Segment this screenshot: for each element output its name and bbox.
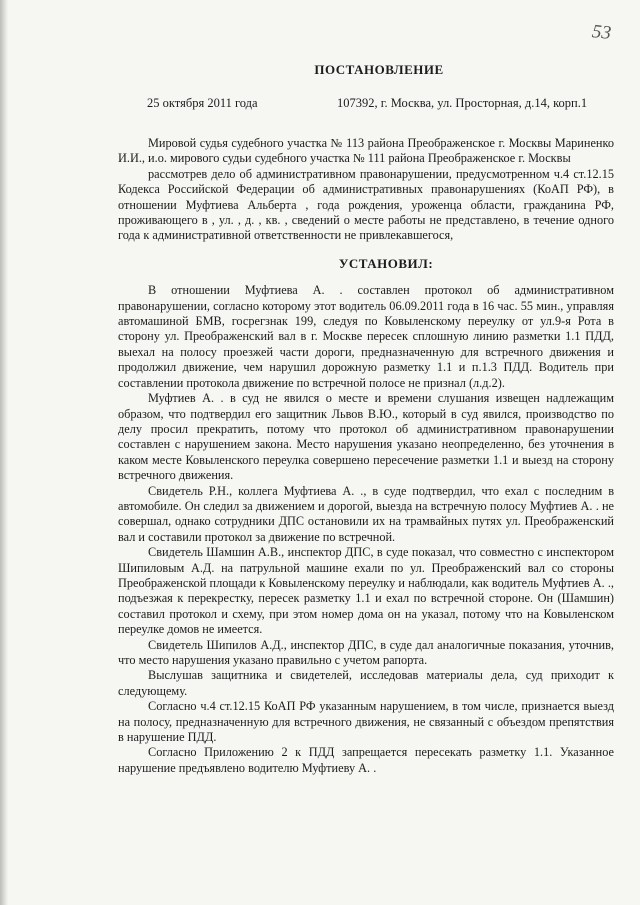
body-paragraph: Муфтиев А. . в суд не явился о месте и времени слушания извещен надлежащим образом, что подтвердил его защитник Львов В.Ю., который в суд явился, производство по делу просил прекратить, потому что протокол об административном правонарушении составлен с нарушением закона. Место нарушения указано неопределенно, без уточнения в каком месте Ковыленского переулка совершено пересечение разметки 1.1 и выезд на сторону встречного движения. xyxy=(118,391,614,483)
document-address: 107392, г. Москва, ул. Просторная, д.14, корп.1 xyxy=(337,96,588,110)
body-paragraph: Свидетель Шипилов А.Д., инспектор ДПС, в суде дал аналогичные показания, уточнив, что место нарушения указано правильно с учетом рапорта. xyxy=(118,637,614,667)
document-body xyxy=(118,136,614,776)
body-paragraph: Свидетель Шамшин А.В., инспектор ДПС, в суде показал, что совместно с инспектором Шипиловым А.Д. на патрульной машине ехали по ул. Преображенский вал со стороны Преображенской площади к Ковыленскому переулку и наблюдали, как водитель Муфтиев А. ., подъезжая к перекрестку, пересек разметку 1.1 и ехал по встречной стороне. Он (Шамшин) составил протокол и схему, при этом номер дома он на указал, потому что на Ковыленском переулке домов не имеется. xyxy=(118,545,614,637)
document-date: 25 октября 2011 года xyxy=(147,96,258,110)
body-paragraph: Согласно Приложению 2 к ПДД запрещается пересекать разметку 1.1. Указанное нарушение предъявлено водителю Муфтиеву А. . xyxy=(118,745,614,775)
case-paragraph: рассмотрев дело об административном правонарушении, предусмотренном ч.4 ст.12.15 Кодекса Российской Федерации об административных правонарушениях (КоАП РФ), в отношении Муфтиева Альберта , года рождения, уроженца области, гражданина РФ, проживающего в , ул. , д. , кв. , сведений о месте работы не представлено, в течение одного года к административной ответственности не привлекавшегося, xyxy=(118,166,614,243)
body-paragraph: Свидетель Р.Н., коллега Муфтиева А. ., в суде подтвердил, что ехал с последним в автомобиле. Он следил за движением и дорогой, выезда на встречную полосу Муфтиев А. . не совершал, однако сотрудники ДПС остановили их на трамвайных путях ул. Преображенский вал и составили протокол за движение по встречной. xyxy=(118,483,614,544)
body-paragraph: Согласно ч.4 ст.12.15 КоАП РФ указанным нарушением, в том числе, признается выезд на полосу, предназначенную для встречного движения, не связанный с объездом препятствия в нарушение ПДД. xyxy=(118,699,614,745)
body-paragraph: В отношении Муфтиева А. . составлен протокол об административном правонарушении, согласно которому этот водитель 06.09.2011 года в 16 час. 55 мин., управляя автомашиной БМВ, госрегзнак 199, следуя по Ковыленскому переулку от ул.9-я Рота в сторону ул. Преображенский вал в г. Москве пересек сплошную линию разметки 1.1 ПДД, выехал на полосу проезжей части дороги, предназначенную для встречного движения и продолжил движение, чем нарушил дорожную разметку 1.1 и п.1.3 ПДД. Водитель при составлении протокола движение по встречной полосе не признал (л.д.2). xyxy=(118,283,614,390)
judge-paragraph: Мировой судья судебного участка № 113 района Преображенское г. Москвы Мариненко И.И., и.о. мирового судьи судебного участка № 111 района Преображенское г. Москвы xyxy=(118,136,614,166)
body-paragraph: Выслушав защитника и свидетелей, исследовав материалы дела, суд приходит к следующему. xyxy=(118,668,614,698)
section-heading-established: УСТАНОВИЛ: xyxy=(338,255,434,271)
handwritten-page-number: 53 xyxy=(591,21,613,44)
document-title: ПОСТАНОВЛЕНИЕ xyxy=(314,62,444,77)
